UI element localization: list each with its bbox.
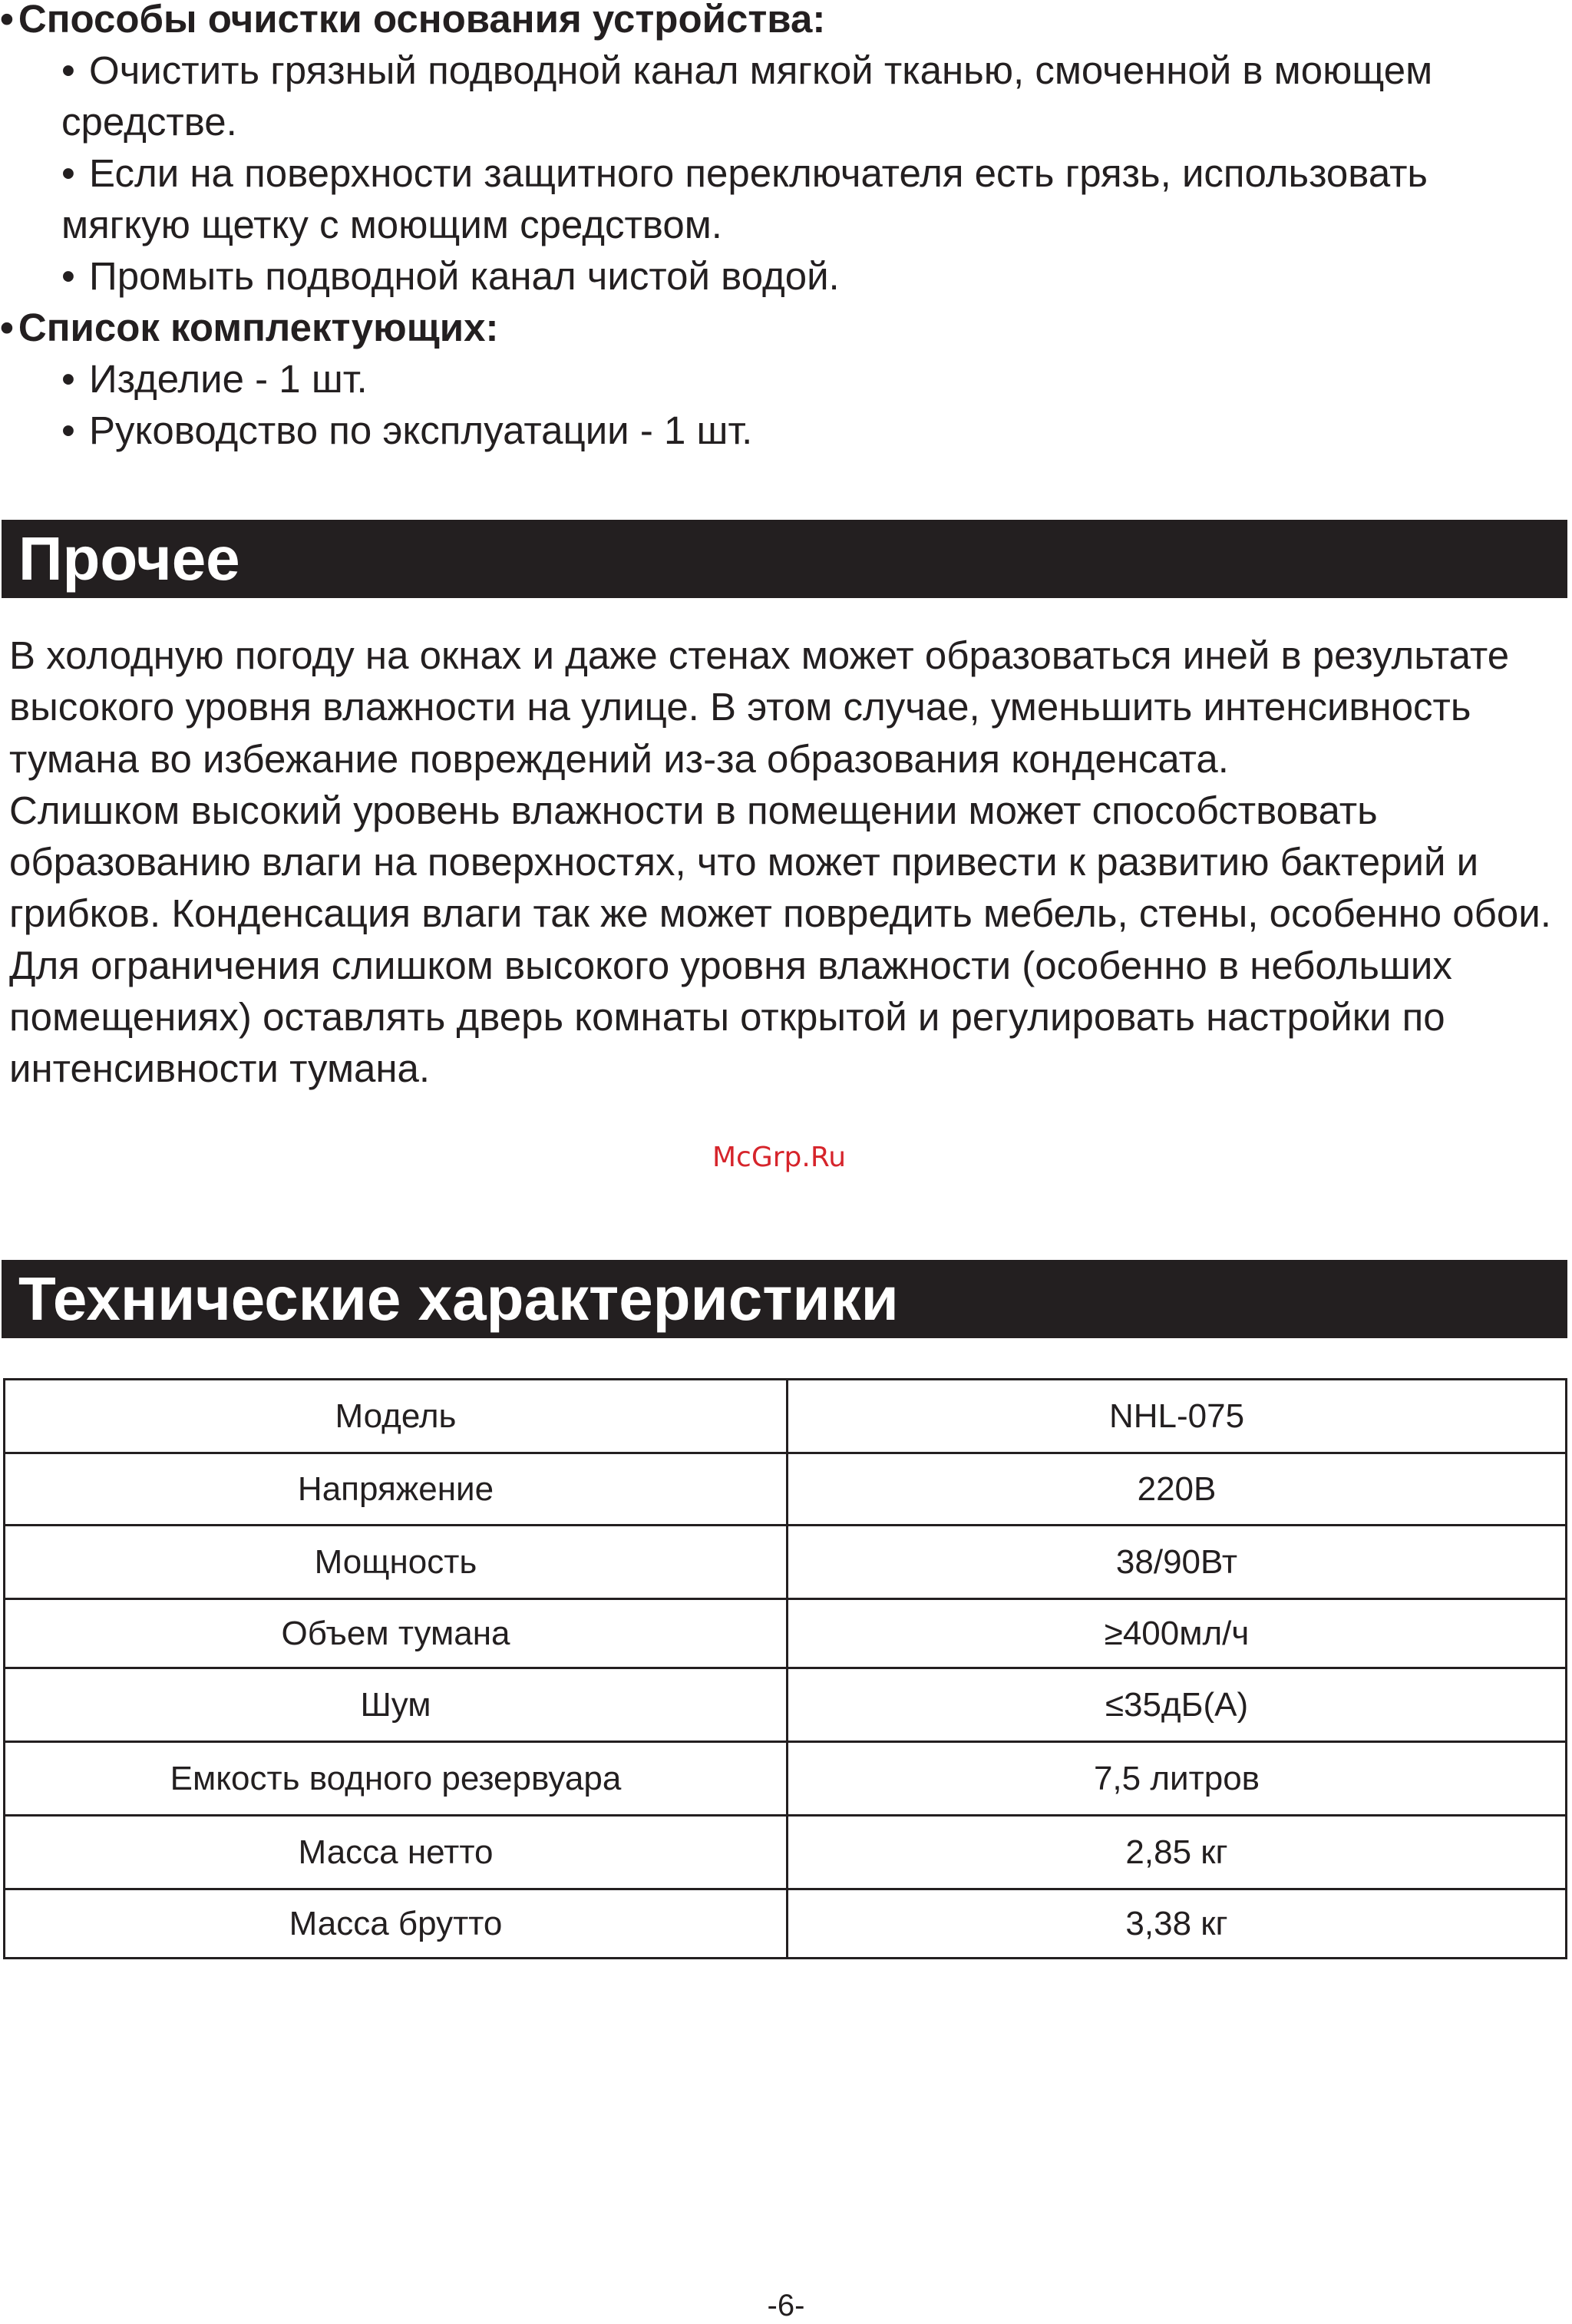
page-number: -6- [767,2289,805,2322]
cleaning-heading [0,0,825,41]
list-item [61,250,1558,302]
components-item-text: Изделие - 1 шт. [89,357,368,401]
paragraph: В холодную погоду на окнах и даже стенах может образоваться иней в результате высокого уровня влажности на улице. В этом случае, уменьшить интенсивность тумана во избежание повреждений из-за образования конденсата. [9,633,1510,781]
table-row [5,1816,1567,1889]
list-item [61,147,1558,250]
spec-label: Масса брутто [5,1889,788,1959]
table-row [5,1453,1567,1526]
spec-value: 38/90Вт [788,1526,1567,1599]
spec-label: Шум [5,1668,788,1742]
table-row [5,1380,1567,1453]
spec-value: ≥400мл/ч [788,1599,1567,1668]
bullet: • [0,0,14,41]
bullet: • [61,151,75,195]
components-heading-text: Список комплектующих: [18,306,499,349]
section-title: Прочее [18,524,240,593]
table-row [5,1599,1567,1668]
bullet: • [61,48,75,92]
section-banner-specs [2,1260,1567,1338]
table-row [5,1526,1567,1599]
components-heading [0,306,498,350]
components-item-text: Руководство по эксплуатации - 1 шт. [89,408,753,452]
list-item [61,405,1558,456]
watermark: McGrp.Ru [712,1142,847,1173]
table-row [5,1668,1567,1742]
cleaning-item-text: Очистить грязный подводной канал мягкой тканью, смоченной в моющем средстве. [61,48,1433,144]
spec-value: 7,5 литров [788,1742,1567,1816]
list-item [61,353,1558,405]
bullet: • [61,408,75,452]
paragraph: Слишком высокий уровень влажности в помещении может способствовать образованию влаги на поверхностях, что может привести к развитию бактерий и грибков. Конденсация влаги так же может повредить мебель, стены, особенно обои. [9,788,1551,936]
spec-table [3,1378,1567,1959]
table-row [5,1742,1567,1816]
spec-label: Напряжение [5,1453,788,1526]
other-body [9,630,1560,1095]
bullet: • [61,357,75,401]
spec-value: NHL-075 [788,1380,1567,1453]
spec-value: 3,38 кг [788,1889,1567,1959]
list-item [61,45,1558,147]
spec-value: 2,85 кг [788,1816,1567,1889]
bullet: • [0,306,14,349]
cleaning-item-text: Если на поверхности защитного переключателя есть грязь, использовать мягкую щетку с моющим средством. [61,151,1428,246]
spec-label: Объем тумана [5,1599,788,1668]
cleaning-heading-text: Способы очистки основания устройства: [18,0,826,41]
bullet: • [61,254,75,298]
spec-value: 220В [788,1453,1567,1526]
spec-value: ≤35дБ(А) [788,1668,1567,1742]
table-row [5,1889,1567,1959]
cleaning-item-text: Промыть подводной канал чистой водой. [89,254,840,298]
spec-label: Мощность [5,1526,788,1599]
section-title: Технические характеристики [18,1264,899,1333]
paragraph: Для ограничения слишком высокого уровня влажности (особенно в небольших помещениях) оставлять дверь комнаты открытой и регулировать настройки по интенсивности тумана. [9,943,1452,1091]
spec-label: Емкость водного резервуара [5,1742,788,1816]
section-banner-other [2,520,1567,598]
spec-label: Модель [5,1380,788,1453]
spec-label: Масса нетто [5,1816,788,1889]
